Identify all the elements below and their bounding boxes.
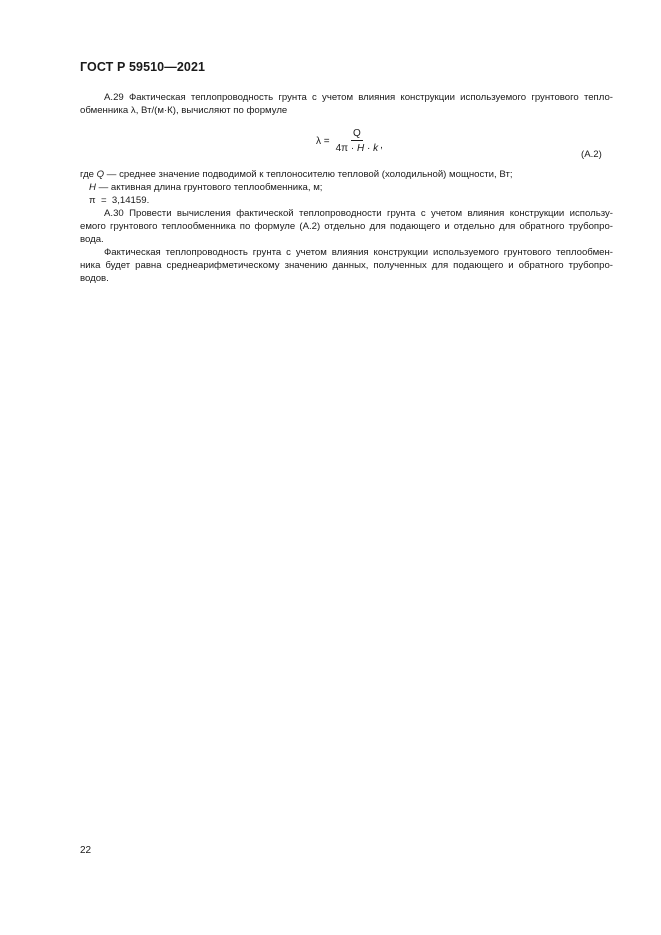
section-a30-line-3: вода. — [80, 234, 104, 245]
definition-pi: π = 3,14159. — [89, 195, 150, 206]
section-a29 — [80, 91, 613, 117]
paragraph-final-line-3: водов. — [80, 273, 109, 284]
formula-lhs: λ = — [316, 135, 330, 147]
definition-q: где Q — среднее значение подводимой к теплоносителю тепловой (холодильной) мощности, Вт; — [80, 169, 513, 180]
paragraph-final-line-1: Фактическая теплопроводность грунта с учетом влияния конструкции используемого грунтового теплообмен- — [104, 247, 613, 258]
symbol-h: H — [89, 182, 96, 193]
equation-number: (А.2) — [581, 149, 602, 160]
formula-fraction — [334, 128, 380, 154]
page-number: 22 — [80, 845, 92, 856]
symbol-q: Q — [96, 169, 105, 180]
section-a30 — [80, 207, 613, 246]
section-a30-line-2: емого грунтового теплообменника по формуле (А.2) отдельно для подающего и отдельно для обратного трубопро- — [80, 221, 613, 232]
paragraph-final — [80, 246, 613, 285]
section-a30-line-1: А.30 Провести вычисления фактической теплопроводности грунта с учетом влияния конструкции использу- — [104, 208, 613, 219]
document-header-title: ГОСТ Р 59510—2021 — [80, 60, 206, 74]
definition-h: H — активная длина грунтового теплообменника, м; — [89, 182, 323, 193]
section-a29-line-2: обменника λ, Вт/(м·К), вычисляют по формуле — [80, 105, 288, 116]
definitions — [80, 168, 613, 207]
formula-denominator: 4π · H · k — [335, 143, 379, 154]
formula-a2 — [316, 128, 383, 154]
formula-trailing-comma: , — [380, 139, 383, 151]
formula-numerator: Q — [352, 128, 361, 139]
section-a29-line-1: А.29 Фактическая теплопроводность грунта с учетом влияния конструкции используемого грунтового тепло- — [104, 92, 613, 103]
paragraph-final-line-2: ника будет равна среднеарифметическому значению данных, полученных для подающего и обратного трубопро- — [80, 260, 613, 271]
